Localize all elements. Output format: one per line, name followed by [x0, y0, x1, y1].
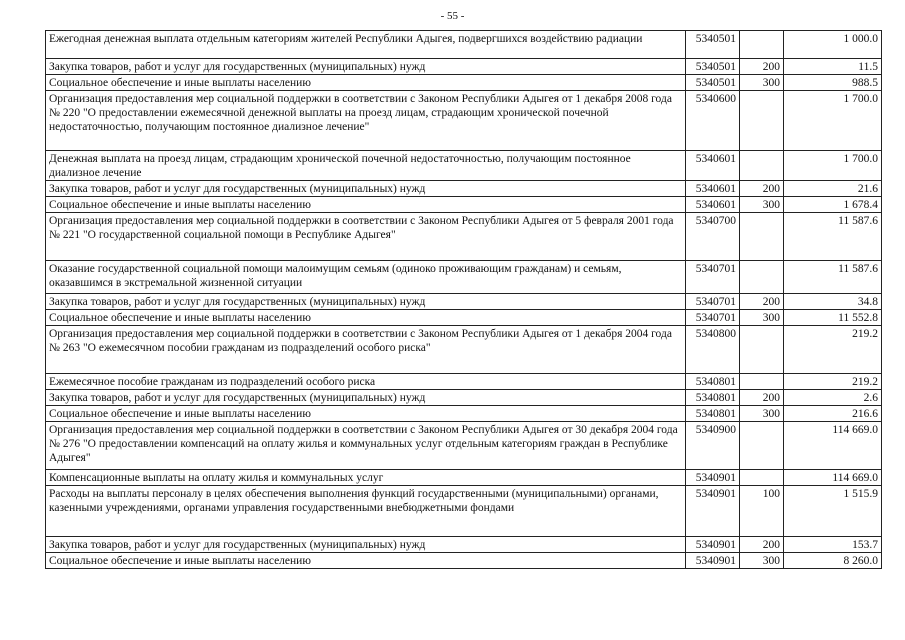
table-row — [46, 310, 882, 326]
row-code-cell: 5340901 — [686, 553, 740, 569]
table-row — [46, 422, 882, 470]
row-name-cell: Социальное обеспечение и иные выплаты населению — [46, 197, 686, 213]
row-name-cell: Ежемесячное пособие гражданам из подразделений особого риска — [46, 374, 686, 390]
row-code-cell: 5340501 — [686, 75, 740, 91]
row-type-cell: 200 — [740, 59, 784, 75]
row-code-cell: 5340701 — [686, 261, 740, 294]
row-code-cell: 5340600 — [686, 91, 740, 151]
table-row — [46, 181, 882, 197]
row-code-cell: 5340801 — [686, 406, 740, 422]
table-row — [46, 294, 882, 310]
row-name-cell: Компенсационные выплаты на оплату жилья и коммунальных услуг — [46, 470, 686, 486]
row-amount-cell: 11.5 — [784, 59, 882, 75]
row-amount-cell: 1 000.0 — [784, 31, 882, 59]
row-name-cell: Организация предоставления мер социальной поддержки в соответствии с Законом Республики Адыгея от 1 декабря 2004 года № 263 "О ежемесячном пособии гражданам из подразделений особого риска" — [46, 326, 686, 374]
row-code-cell: 5340900 — [686, 422, 740, 470]
row-name-cell: Социальное обеспечение и иные выплаты населению — [46, 75, 686, 91]
row-code-cell: 5340901 — [686, 537, 740, 553]
row-name-cell: Социальное обеспечение и иные выплаты населению — [46, 553, 686, 569]
row-name-cell: Закупка товаров, работ и услуг для государственных (муниципальных) нужд — [46, 390, 686, 406]
row-type-cell: 100 — [740, 486, 784, 537]
table-row — [46, 75, 882, 91]
row-amount-cell: 1 700.0 — [784, 151, 882, 181]
row-name-cell: Закупка товаров, работ и услуг для государственных (муниципальных) нужд — [46, 294, 686, 310]
row-name-cell: Расходы на выплаты персоналу в целях обеспечения выполнения функций государственными (муниципальными) органами, казенными учреждениями, органами управления государственными внебюджетными фондами — [46, 486, 686, 537]
row-type-cell: 200 — [740, 390, 784, 406]
row-name-cell: Организация предоставления мер социальной поддержки в соответствии с Законом Республики Адыгея от 5 февраля 2001 года № 221 "О государственной социальной помощи в Республике Адыгея" — [46, 213, 686, 261]
row-code-cell: 5340601 — [686, 151, 740, 181]
row-name-cell: Социальное обеспечение и иные выплаты населению — [46, 310, 686, 326]
budget-table — [45, 30, 882, 569]
budget-table-body — [46, 31, 882, 569]
row-type-cell — [740, 261, 784, 294]
row-type-cell — [740, 374, 784, 390]
row-name-cell: Денежная выплата на проезд лицам, страдающим хронической почечной недостаточностью, получающим постоянное диализное лечение — [46, 151, 686, 181]
row-type-cell — [740, 31, 784, 59]
table-row — [46, 374, 882, 390]
row-amount-cell: 21.6 — [784, 181, 882, 197]
row-amount-cell: 11 552.8 — [784, 310, 882, 326]
row-name-cell: Закупка товаров, работ и услуг для государственных (муниципальных) нужд — [46, 181, 686, 197]
row-type-cell: 300 — [740, 197, 784, 213]
row-type-cell — [740, 91, 784, 151]
row-name-cell: Социальное обеспечение и иные выплаты населению — [46, 406, 686, 422]
table-row — [46, 390, 882, 406]
row-type-cell: 300 — [740, 310, 784, 326]
row-code-cell: 5340901 — [686, 470, 740, 486]
row-code-cell: 5340601 — [686, 197, 740, 213]
row-code-cell: 5340501 — [686, 59, 740, 75]
row-name-cell: Закупка товаров, работ и услуг для государственных (муниципальных) нужд — [46, 59, 686, 75]
row-type-cell: 200 — [740, 537, 784, 553]
row-name-cell: Организация предоставления мер социальной поддержки в соответствии с Законом Республики Адыгея от 30 декабря 2004 года № 276 "О предоставлении компенсаций на оплату жилья и коммунальных услуг отдельным категориям граждан в Республике Адыгея" — [46, 422, 686, 470]
row-type-cell — [740, 326, 784, 374]
row-type-cell: 200 — [740, 294, 784, 310]
row-amount-cell: 1 678.4 — [784, 197, 882, 213]
row-name-cell: Ежегодная денежная выплата отдельным категориям жителей Республики Адыгея, подвергшихся воздействию радиации — [46, 31, 686, 59]
row-type-cell: 300 — [740, 75, 784, 91]
row-type-cell — [740, 422, 784, 470]
table-row — [46, 151, 882, 181]
row-code-cell: 5340801 — [686, 390, 740, 406]
table-row — [46, 486, 882, 537]
row-name-cell: Закупка товаров, работ и услуг для государственных (муниципальных) нужд — [46, 537, 686, 553]
row-amount-cell: 34.8 — [784, 294, 882, 310]
row-name-cell: Организация предоставления мер социальной поддержки в соответствии с Законом Республики Адыгея от 1 декабря 2008 года № 220 "О предоставлении ежемесячной денежной выплаты на проезд лицам, страдающим хронической почечной недостаточностью, получающим постоянное диализное лечение" — [46, 91, 686, 151]
table-row — [46, 91, 882, 151]
row-amount-cell: 219.2 — [784, 326, 882, 374]
page-number: - 55 - — [440, 10, 465, 22]
row-amount-cell: 114 669.0 — [784, 470, 882, 486]
row-code-cell: 5340700 — [686, 213, 740, 261]
table-row — [46, 553, 882, 569]
row-amount-cell: 219.2 — [784, 374, 882, 390]
row-code-cell: 5340601 — [686, 181, 740, 197]
table-row — [46, 537, 882, 553]
row-amount-cell: 8 260.0 — [784, 553, 882, 569]
table-row — [46, 470, 882, 486]
row-type-cell — [740, 213, 784, 261]
row-amount-cell: 11 587.6 — [784, 261, 882, 294]
row-type-cell: 300 — [740, 406, 784, 422]
row-code-cell: 5340701 — [686, 294, 740, 310]
row-code-cell: 5340501 — [686, 31, 740, 59]
table-row — [46, 31, 882, 59]
row-code-cell: 5340800 — [686, 326, 740, 374]
row-amount-cell: 11 587.6 — [784, 213, 882, 261]
row-amount-cell: 153.7 — [784, 537, 882, 553]
row-code-cell: 5340701 — [686, 310, 740, 326]
row-type-cell: 300 — [740, 553, 784, 569]
row-type-cell: 200 — [740, 181, 784, 197]
table-row — [46, 326, 882, 374]
row-amount-cell: 1 515.9 — [784, 486, 882, 537]
table-row — [46, 59, 882, 75]
table-row — [46, 213, 882, 261]
row-code-cell: 5340801 — [686, 374, 740, 390]
row-type-cell — [740, 470, 784, 486]
row-amount-cell: 2.6 — [784, 390, 882, 406]
row-name-cell: Оказание государственной социальной помощи малоимущим семьям (одиноко проживающим гражданам) и семьям, оказавшимся в экстремальной жизненной ситуации — [46, 261, 686, 294]
row-amount-cell: 988.5 — [784, 75, 882, 91]
row-code-cell: 5340901 — [686, 486, 740, 537]
row-amount-cell: 114 669.0 — [784, 422, 882, 470]
table-row — [46, 406, 882, 422]
row-amount-cell: 1 700.0 — [784, 91, 882, 151]
row-type-cell — [740, 151, 784, 181]
table-row — [46, 261, 882, 294]
table-row — [46, 197, 882, 213]
row-amount-cell: 216.6 — [784, 406, 882, 422]
